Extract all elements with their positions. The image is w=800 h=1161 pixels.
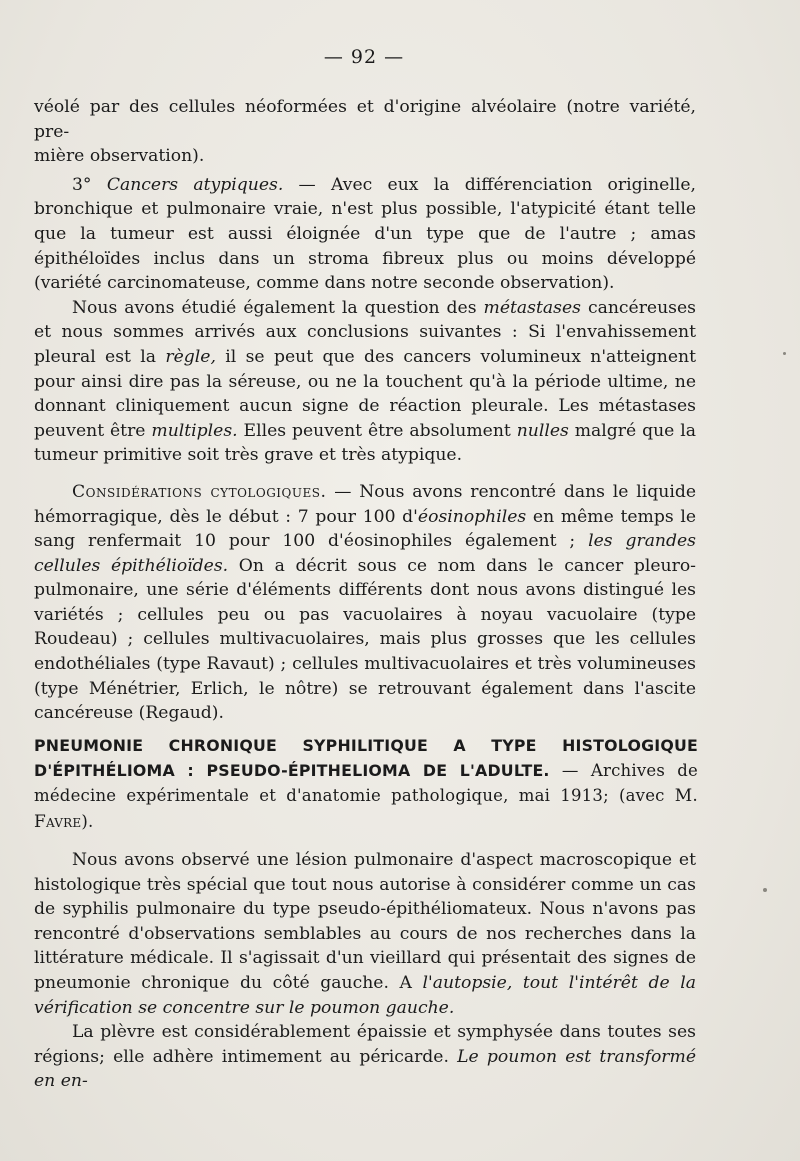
p2-text: — Avec eux la différenciation originelle, bronchique et pulmonaire vraie, n'est plus possible, l'atypicité étant telle que la tumeur est aussi éloignée d'un type que de l'autre ; amas épithéloïdes inclus dans un stroma fibreux plus ou moins développé (variété carcinomateuse, comme dans notre seconde observation).: [34, 174, 696, 294]
p5-text-1: Nous avons observé une lésion pulmonaire d'aspect macroscopique et histologique très spécial que tout nous autorise à considérer comme un cas de syphilis pulmonaire du type pseudo-épithéliomateux. Nous n'avons pas rencontré d'observations semblables au cours de nos recherches dans la littérature médicale. Il s'agissait d'un vieillard qui présentait des signes de pneumonie chronique du côté gauche. A: [34, 850, 696, 993]
p1-line-a: véolé par des cellules néoformées et d'origine alvéolaire (notre variété, pre-: [34, 97, 696, 142]
p2-num: 3°: [72, 174, 107, 195]
p1-line-b: mière observation).: [34, 146, 205, 167]
p3-italic-4: nulles: [516, 420, 569, 441]
article-journal: — Archives de médecine expérimentale et d'anatomie pathologique,: [34, 761, 698, 805]
p3-text-5: malgré que la tumeur primitive soit très grave et très atypique.: [34, 420, 696, 466]
p4-text-3: On a décrit sous ce nom dans le cancer pleuro-pulmonaire, une série d'éléments différents dont nous avons distingué les variétés ; cellules peu ou pas vacuolaires à noyau vacuolaire (type Roudeau) ; cellules multivacuolaires, mais plus grosses que les cellules endothéliales (type Ravaut) ; cellules multivacuolaires et très volumineuses (type Ménétrier, Erlich, le nôtre) se retrouvant également dans l'ascite cancéreuse (Regaud).: [34, 555, 696, 724]
article-end: ).: [81, 812, 94, 831]
p3-text-2: cancéreuses et nous sommes arrivés aux conclusions suivantes : Si l'envahissement pleural est la: [34, 297, 696, 367]
page-number: — 92 —: [323, 46, 405, 68]
article-title: PNEUMONIE CHRONIQUE SYPHILITIQUE A TYPE HISTOLOGIQUE D'ÉPITHÉLIOMA : PSEUDO-ÉPITHELIOMA DE L'ADULTE.: [34, 736, 698, 780]
p4-lead: Considérations cytologiques.: [72, 481, 327, 502]
paragraph-2: [34, 173, 696, 296]
p4-text-2: en même temps le sang renfermait 10 pour 100 d'éosinophiles également ;: [34, 506, 696, 552]
section-1: [34, 95, 696, 726]
p3-text-1: Nous avons étudié également la question des: [72, 297, 484, 318]
article-date: mai 1913; (avec: [508, 786, 675, 805]
p3-italic-3: multiples.: [151, 420, 238, 441]
p4-italic-1: éosinophiles: [417, 506, 527, 527]
p6-italic-1: Le poumon est transformé en en-: [34, 1046, 696, 1092]
p4-text-1: — Nous avons rencontré dans le liquide hémorragique, dès le début : 7 pour 100 d': [34, 481, 696, 527]
paragraph-5: [34, 848, 696, 1020]
p6-text-1: La plèvre est considérablement épaissie et symphysée dans toutes ses régions; elle adhère intimement au péricarde.: [34, 1022, 696, 1067]
paragraph-1: [34, 95, 696, 169]
paragraph-6: [34, 1020, 696, 1094]
p4-italic-2: les grandes cellules épithélioïdes.: [34, 531, 697, 576]
p3-italic-1: métastases: [483, 297, 581, 318]
article-author: M. Favre: [34, 786, 699, 832]
p3-text-3: il se peut que des cancers volumineux n'atteignent pour ainsi dire pas la séreuse, ou ne la touchent qu'à la période ultime, ne donnant cliniquement aucun signe de réaction pleurale. Les métastases peuvent être: [34, 346, 697, 441]
scan-speck: [763, 888, 767, 892]
p3-italic-2: règle,: [165, 346, 216, 367]
paragraph-4: [34, 480, 696, 726]
p3-text-4: Elles peuvent être absolument: [237, 420, 517, 441]
p2-title: Cancers atypiques.: [106, 174, 284, 195]
article-heading: [34, 733, 698, 835]
p5-italic-1: l'autopsie, tout l'intérêt de la vérification se concentre sur le poumon gauche.: [34, 972, 696, 1018]
paragraph-3: [34, 296, 696, 468]
scan-speck: [783, 352, 786, 355]
section-2: [34, 848, 696, 1094]
